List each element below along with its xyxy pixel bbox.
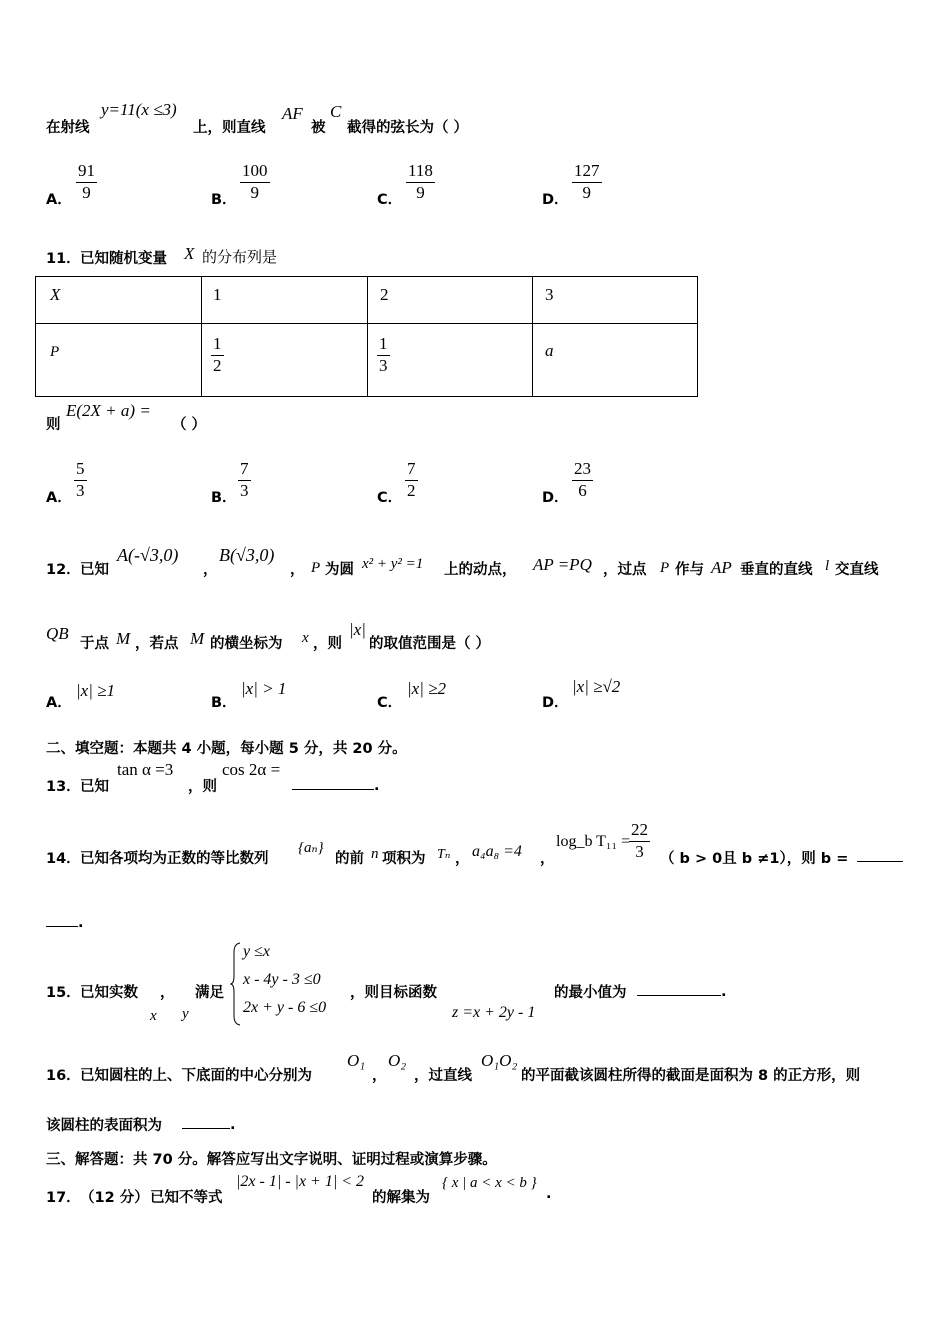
table-cell: 1 xyxy=(213,285,222,304)
q14-cond2: （ b > 0且 b ≠1），则 b = xyxy=(660,851,849,867)
q15-text4: 的最小值为 xyxy=(554,985,627,1001)
q15-sys-3: 2x + y - 6 ≤0 xyxy=(243,999,327,1016)
q16-text2: ，过直线 xyxy=(414,1068,472,1084)
table-cell: 3 xyxy=(545,285,554,304)
q12-option-c: |x| ≥2 xyxy=(407,679,446,698)
q10-option-d-frac: $\frac{127}{9}$ xyxy=(574,161,600,202)
q14-seq: {aₙ} xyxy=(298,840,324,856)
table-row xyxy=(36,277,698,324)
q12-moving: 上的动点， xyxy=(444,562,517,578)
q13-cond: tan α =3 xyxy=(117,760,174,779)
q12-x: x xyxy=(302,630,309,646)
q10-option-a-label: A． xyxy=(46,192,72,208)
q11-stem-rest: 的分布列是 xyxy=(202,248,278,266)
q16-comma: ， xyxy=(372,1068,387,1084)
q11-option-b-frac: $\frac{7}{3}$ xyxy=(240,459,249,500)
q17-set: { x | a < x < b } xyxy=(442,1175,537,1191)
q11-option-b-label: B． xyxy=(211,490,237,506)
q11-number: 11． xyxy=(46,251,81,267)
q16-text3: 的平面截该圆柱所得的截面是面积为 8 的正方形，则 xyxy=(521,1068,861,1084)
q16-number: 16． xyxy=(46,1068,81,1084)
q17-text1: 已知不等式 xyxy=(150,1190,223,1206)
q12-known: 已知 xyxy=(80,562,109,578)
q15-comma: ， xyxy=(160,985,175,1001)
q14-answer-blank-cont xyxy=(46,912,84,931)
q12-ap: AP xyxy=(711,558,732,577)
table-cell: a xyxy=(545,341,554,360)
q14-text1: 已知各项均为正数的等比数列 xyxy=(80,851,269,867)
q14-frac: $\frac{22}{3}$ xyxy=(631,820,648,861)
q10-option-a-frac: $\frac{91}{9}$ xyxy=(78,161,95,202)
q15-text1: 已知实数 xyxy=(80,985,138,1001)
q10-option-c-label: C． xyxy=(377,192,403,208)
q10-mid1: 上，则直线 xyxy=(193,120,266,136)
q12-circle-eq: x² + y² =1 xyxy=(362,556,424,572)
q12-circle-text: 为圆 xyxy=(325,562,354,578)
q13-number: 13． xyxy=(46,779,81,795)
q10-option-b-label: B． xyxy=(211,192,237,208)
q16-o1: O₁ xyxy=(347,1051,366,1070)
q12-number: 12． xyxy=(46,562,81,578)
q15-end: . xyxy=(721,984,727,1000)
q16-o2: O₂ xyxy=(388,1051,407,1070)
q10-option-b-frac: $\frac{100}{9}$ xyxy=(242,161,268,202)
q17-end: . xyxy=(546,1186,552,1202)
q16-o1o2: O₁O₂ xyxy=(481,1051,518,1070)
q12-absx: |x| xyxy=(349,620,366,639)
q17-text2: 的解集为 xyxy=(372,1190,430,1206)
q10-ray: y=11(x ≤3) xyxy=(101,100,177,119)
q12-p: P xyxy=(311,560,321,576)
q12-option-b-label: B． xyxy=(211,695,237,711)
q12-l: l xyxy=(825,558,830,574)
q12-p2: P xyxy=(660,560,670,576)
distribution-table xyxy=(35,276,698,397)
q12-option-a: |x| ≥1 xyxy=(76,681,115,700)
q10-option-c-frac: $\frac{118}{9}$ xyxy=(408,161,433,202)
q12-option-c-label: C． xyxy=(377,695,403,711)
q13-known: 已知 xyxy=(80,779,109,795)
q13-then: ，则 xyxy=(188,779,217,795)
q17-score: （12 分） xyxy=(80,1190,149,1206)
q11-var: X xyxy=(184,244,195,263)
q12-point-b: B(√3,0) xyxy=(219,545,275,565)
q15-answer-blank xyxy=(637,981,727,1000)
q12-abs-text: 的横坐标为 xyxy=(210,636,283,652)
q12-option-d-label: D． xyxy=(542,695,569,711)
q14-n: n xyxy=(371,846,379,862)
q11-option-d-label: D． xyxy=(542,490,569,506)
q15-sys-2: x - 4y - 3 ≤0 xyxy=(243,971,321,988)
table-row xyxy=(36,324,698,397)
q11-option-c-label: C． xyxy=(377,490,403,506)
table-cell: X xyxy=(50,285,61,304)
q12-option-d: |x| ≥√2 xyxy=(572,677,621,696)
q10-line: AF xyxy=(282,104,303,123)
q13-expr: cos 2α = xyxy=(222,760,281,779)
table-cell: P xyxy=(50,344,60,360)
q14-comma2: ， xyxy=(540,851,555,867)
q12-inter: 交直线 xyxy=(835,562,879,578)
q12-at: 于点 xyxy=(80,636,109,652)
q12-perp: 作与 xyxy=(675,562,704,578)
q11-paren: （ ） xyxy=(172,417,207,433)
q14-log: log_b T₁₁ = xyxy=(556,833,631,850)
q15-text2: 满足 xyxy=(195,985,224,1001)
q12-cond: AP =PQ xyxy=(533,555,592,574)
q15-z: z =x + 2y - 1 xyxy=(452,1004,536,1021)
q15-sys-1: y ≤x xyxy=(243,943,270,960)
q15-text3: ，则目标函数 xyxy=(350,985,437,1001)
q12-option-a-label: A． xyxy=(46,695,72,711)
q14-comma: ， xyxy=(455,851,470,867)
q12-point-a: A(-√3,0) xyxy=(117,545,179,565)
q10-mid2: 被 xyxy=(311,120,326,136)
q12-comma1: ， xyxy=(203,562,218,578)
q16-text1: 已知圆柱的上、下底面的中心分别为 xyxy=(80,1068,312,1084)
q12-through: ，过点 xyxy=(603,562,647,578)
q10-prefix: 在射线 xyxy=(46,120,90,136)
q11-then: 则 xyxy=(46,417,61,433)
q12-qb: QB xyxy=(46,624,69,643)
q14-text2: 的前 xyxy=(335,851,364,867)
q12-then: ，则 xyxy=(313,636,342,652)
q12-perp2: 垂直的直线 xyxy=(740,562,813,578)
q10-option-d-label: D． xyxy=(542,192,569,208)
q17-number: 17． xyxy=(46,1190,81,1206)
q12-if: ，若点 xyxy=(135,636,179,652)
q10-suffix: 截得的弦长为（ ） xyxy=(347,120,469,136)
q11-option-a-label: A． xyxy=(46,490,72,506)
q14-number: 14． xyxy=(46,851,81,867)
q11-option-d-frac: $\frac{23}{6}$ xyxy=(574,459,591,500)
q15-x: x xyxy=(150,1008,157,1024)
system-brace xyxy=(230,942,242,1026)
q14-answer-blank xyxy=(857,847,903,866)
q16-end: . xyxy=(230,1117,236,1133)
table-cell-frac: $\frac{1}{2}$ xyxy=(213,334,222,375)
q13-end: . xyxy=(374,778,380,794)
q14-text3: 项积为 xyxy=(382,851,426,867)
section-2-heading: 二、填空题：本题共 4 小题，每小题 5 分，共 20 分。 xyxy=(46,741,407,757)
q12-range: 的取值范围是（ ） xyxy=(369,636,491,652)
section-3-heading: 三、解答题：共 70 分。解答应写出文字说明、证明过程或演算步骤。 xyxy=(46,1152,497,1168)
q10-curve: C xyxy=(330,102,342,121)
q11-option-a-frac: $\frac{5}{3}$ xyxy=(76,459,85,500)
q15-y: y xyxy=(182,1006,189,1022)
q12-option-b: |x| > 1 xyxy=(241,679,287,698)
q12-m2: M xyxy=(190,629,205,648)
q15-number: 15． xyxy=(46,985,81,1001)
q11-expr: E(2X + a) = xyxy=(66,401,151,420)
q14-end: . xyxy=(78,915,84,931)
table-cell: 2 xyxy=(380,285,389,304)
q17-ineq: |2x - 1| - |x + 1| < 2 xyxy=(236,1173,365,1190)
q12-m: M xyxy=(116,629,131,648)
table-cell-frac: $\frac{1}{3}$ xyxy=(379,334,388,375)
q14-cond1: a₄a₈ =4 xyxy=(472,843,522,860)
q14-tn: Tₙ xyxy=(437,847,451,862)
q11-option-c-frac: $\frac{7}{2}$ xyxy=(407,459,416,500)
q11-stem: 已知随机变量 xyxy=(80,251,167,267)
q13-answer-blank xyxy=(292,775,380,794)
q16-line2: 该圆柱的表面积为 xyxy=(46,1118,162,1134)
q12-comma2: ， xyxy=(290,562,305,578)
q16-answer-blank xyxy=(182,1114,236,1133)
